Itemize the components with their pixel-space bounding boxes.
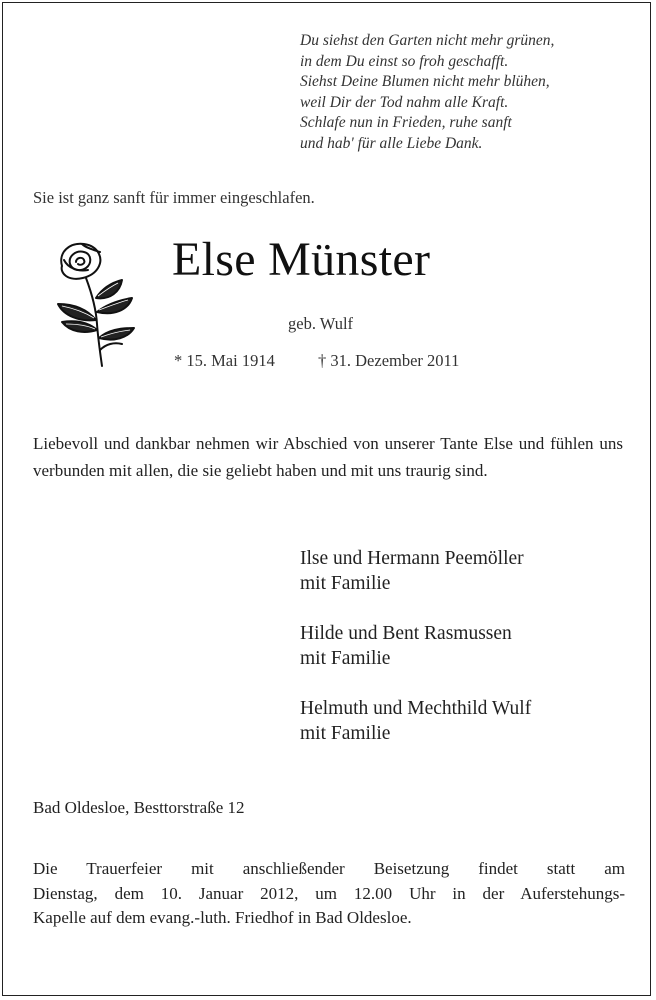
funeral-line: Dienstag, dem 10. Januar 2012, um 12.00 Uhr in der Auferstehungs- xyxy=(33,883,625,903)
mourner xyxy=(300,696,531,746)
poem-line: in dem Du einst so froh geschafft. xyxy=(300,52,509,70)
mourner-suffix: mit Familie xyxy=(300,648,391,669)
poem xyxy=(300,31,640,154)
mourner-suffix: mit Familie xyxy=(300,573,391,594)
mourner-suffix: mit Familie xyxy=(300,723,391,744)
mourners-list xyxy=(300,546,531,771)
poem-line: Du siehst den Garten nicht mehr grünen, xyxy=(300,32,555,49)
funeral-info xyxy=(33,857,625,931)
funeral-line: Kapelle auf dem evang.-luth. Friedhof in Bad Oldesloe. xyxy=(33,908,412,927)
maiden-name: geb. Wulf xyxy=(288,314,354,333)
mourner-name: Hilde und Bent Rasmussen xyxy=(300,623,512,644)
deceased-name: Else Münster xyxy=(172,233,431,286)
mourner xyxy=(300,621,531,671)
poem-line: und hab' für alle Liebe Dank. xyxy=(300,134,483,152)
poem-line: Schlafe nun in Frieden, ruhe sanft xyxy=(300,114,512,131)
intro-text: Sie ist ganz sanft für immer eingeschlafen. xyxy=(33,188,315,207)
death-date: † 31. Dezember 2011 xyxy=(318,351,460,370)
mourner-name: Ilse und Hermann Peemöller xyxy=(300,548,524,569)
mourner xyxy=(300,546,531,596)
address: Bad Oldesloe, Besttorstraße 12 xyxy=(33,798,245,817)
farewell-message: Liebevoll und dankbar nehmen wir Abschied von unserer Tante Else und fühlen uns verbunden mit allen, die sie geliebt haben und mit uns traurig sind. xyxy=(33,434,623,480)
poem-line: Siehst Deine Blumen nicht mehr blühen, xyxy=(300,73,550,90)
poem-line: weil Dir der Tod nahm alle Kraft. xyxy=(300,93,509,111)
rose-icon xyxy=(52,238,142,368)
mourner-name: Helmuth und Mechthild Wulf xyxy=(300,698,532,719)
birth-date: * 15. Mai 1914 xyxy=(174,351,275,370)
funeral-line: Die Trauerfeier mit anschließender Beisetzung findet statt am xyxy=(33,859,625,878)
